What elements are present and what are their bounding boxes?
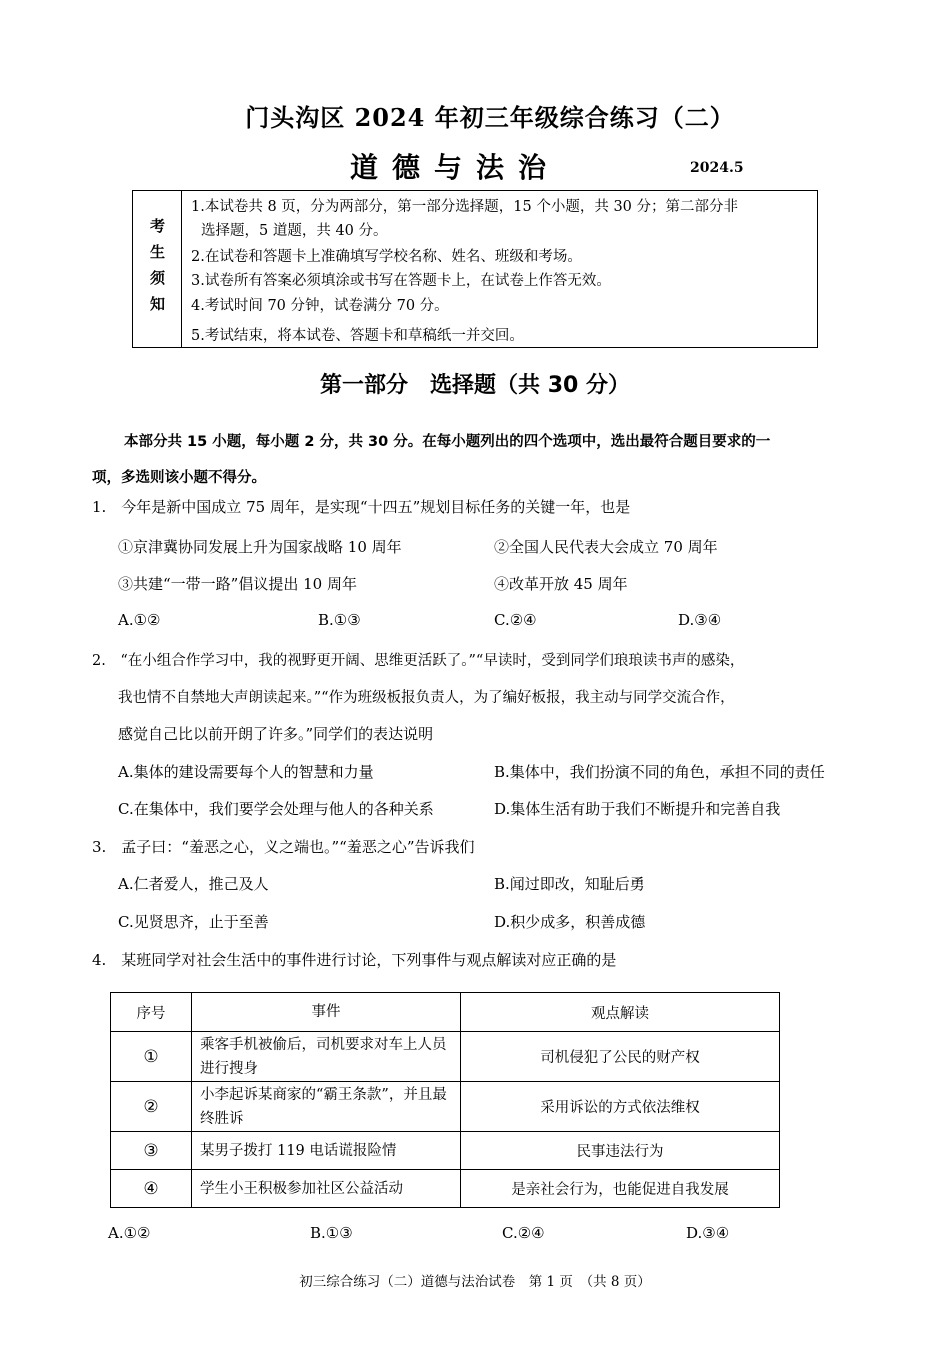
table-cell: 采用诉讼的方式依法维权 bbox=[461, 1082, 780, 1132]
table-cell: 学生小王积极参加社区公益活动 bbox=[192, 1170, 461, 1208]
q1-option-c: C.②④ bbox=[494, 611, 537, 629]
q4-option-b: B.①③ bbox=[310, 1224, 353, 1242]
q4-option-a: A.①② bbox=[108, 1224, 151, 1242]
exam-notice-box bbox=[132, 190, 818, 348]
exam-date: 2024.5 bbox=[690, 160, 744, 176]
q2-option-c: C.在集体中，我们要学会处理与他人的各种关系 bbox=[118, 800, 434, 818]
table-cell: 乘客手机被偷后，司机要求对车上人员进行搜身 bbox=[192, 1032, 461, 1082]
q2-option-a: A.集体的建设需要每个人的智慧和力量 bbox=[118, 763, 374, 781]
page-footer: 初三综合练习（二）道德与法治试卷 第 1 页 （共 8 页） bbox=[299, 1274, 651, 1290]
table-header: 序号 bbox=[111, 993, 192, 1032]
notice-line: 选择题，5 道题，共 40 分。 bbox=[201, 223, 388, 239]
q1-item: ①京津冀协同发展上升为国家战略 10 周年 bbox=[118, 538, 402, 556]
notice-line: 1.本试卷共 8 页，分为两部分，第一部分选择题，15 个小题，共 30 分；第二部分非 bbox=[191, 199, 739, 215]
question-2-stem: 2. “在小组合作学习中，我的视野更开阔、思维更活跃了。”“早读时，受到同学们琅琅读书声的感染， bbox=[92, 653, 745, 669]
table-row bbox=[111, 1170, 780, 1208]
q2-option-d: D.集体生活有助于我们不断提升和完善自我 bbox=[494, 800, 781, 818]
table-cell: ② bbox=[111, 1082, 192, 1132]
question-3-stem: 3. 孟子曰：“羞恶之心，义之端也。”“羞恶之心”告诉我们 bbox=[92, 838, 475, 856]
q3-option-c: C.见贤思齐，止于至善 bbox=[118, 913, 269, 931]
table-cell: 某男子拨打 119 电话谎报险情 bbox=[192, 1132, 461, 1170]
notice-label-char: 考 bbox=[150, 217, 166, 235]
table-row bbox=[111, 1082, 780, 1132]
q1-item: ③共建“一带一路”倡议提出 10 周年 bbox=[118, 575, 357, 593]
notice-label-char: 生 bbox=[150, 243, 166, 261]
q1-item: ④改革开放 45 周年 bbox=[494, 575, 628, 593]
table-cell: 是亲社会行为，也能促进自我发展 bbox=[461, 1170, 780, 1208]
section-title: 第一部分 选择题（共 30 分） bbox=[320, 373, 630, 398]
q3-option-a: A.仁者爱人，推己及人 bbox=[118, 875, 269, 893]
section-instructions: 本部分共 15 小题，每小题 2 分，共 30 分。在每小题列出的四个选项中，选出最符合题目要求的一 bbox=[124, 434, 771, 450]
table-cell: 司机侵犯了公民的财产权 bbox=[461, 1032, 780, 1082]
table-cell: 小李起诉某商家的“霸王条款”，并且最终胜诉 bbox=[192, 1082, 461, 1132]
table-cell: 民事违法行为 bbox=[461, 1132, 780, 1170]
q4-table bbox=[110, 992, 780, 1208]
notice-label bbox=[133, 191, 182, 347]
section-instructions: 项，多选则该小题不得分。 bbox=[92, 470, 266, 486]
q3-option-d: D.积少成多，积善成德 bbox=[494, 913, 646, 931]
q2-option-b: B.集体中，我们扮演不同的角色，承担不同的责任 bbox=[494, 763, 825, 781]
question-2-stem: 感觉自己比以前开朗了许多。”同学们的表达说明 bbox=[118, 725, 434, 743]
notice-label-char: 知 bbox=[150, 295, 166, 313]
table-row bbox=[111, 1032, 780, 1082]
table-header: 事件 bbox=[192, 993, 461, 1032]
notice-line: 4.考试时间 70 分钟，试卷满分 70 分。 bbox=[191, 298, 449, 314]
notice-line: 3.试卷所有答案必须填涂或书写在答题卡上，在试卷上作答无效。 bbox=[191, 273, 611, 289]
q4-option-c: C.②④ bbox=[502, 1224, 545, 1242]
table-row bbox=[111, 1132, 780, 1170]
subject-title: 道德与法治 bbox=[350, 151, 561, 184]
q3-option-b: B.闻过即改，知耻后勇 bbox=[494, 875, 645, 893]
notice-line: 5.考试结束，将本试卷、答题卡和草稿纸一并交回。 bbox=[191, 328, 524, 344]
notice-line: 2.在试卷和答题卡上准确填写学校名称、姓名、班级和考场。 bbox=[191, 249, 582, 265]
q1-item: ②全国人民代表大会成立 70 周年 bbox=[494, 538, 718, 556]
table-cell: ③ bbox=[111, 1132, 192, 1170]
q4-option-d: D.③④ bbox=[686, 1224, 730, 1242]
table-header-row bbox=[111, 993, 780, 1032]
table-header: 观点解读 bbox=[461, 993, 780, 1032]
q1-option-a: A.①② bbox=[118, 611, 161, 629]
table-cell: ① bbox=[111, 1032, 192, 1082]
q1-option-b: B.①③ bbox=[318, 611, 361, 629]
notice-label-char: 须 bbox=[150, 269, 166, 287]
question-1-stem: 1. 今年是新中国成立 75 周年，是实现“十四五”规划目标任务的关键一年，也是 bbox=[92, 498, 631, 516]
q1-option-d: D.③④ bbox=[678, 611, 722, 629]
table-cell: ④ bbox=[111, 1170, 192, 1208]
exam-title: 门头沟区 2024 年初三年级综合练习（二） bbox=[245, 103, 735, 132]
question-4-stem: 4. 某班同学对社会生活中的事件进行讨论，下列事件与观点解读对应正确的是 bbox=[92, 951, 617, 969]
question-2-stem: 我也情不自禁地大声朗读起来。”“作为班级板报负责人，为了编好板报，我主动与同学交流合作， bbox=[118, 690, 735, 706]
